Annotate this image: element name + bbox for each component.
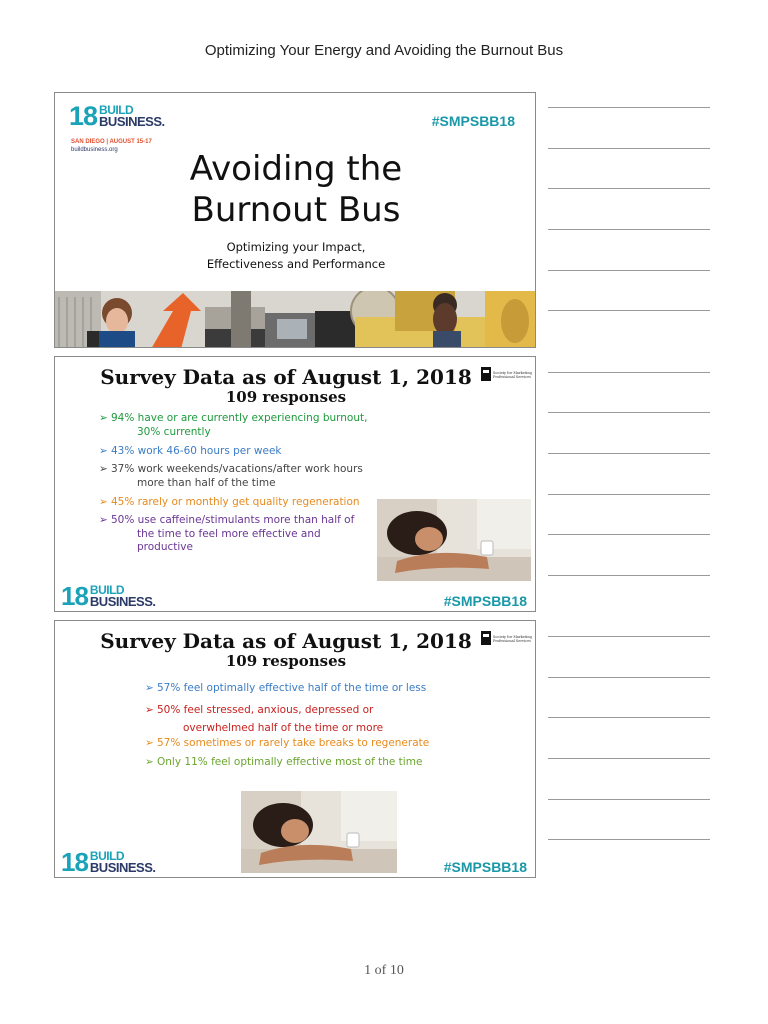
- slide-tagline: Optimizing your Impact, Effectiveness and Performance: [206, 240, 386, 271]
- note-line: [548, 188, 710, 189]
- arrow-bullet-icon: ➢: [99, 514, 108, 526]
- bullet-item: ➢ 50% feel stressed, anxious, depressed or overwhelmed half of the time or more: [145, 701, 383, 737]
- bullet-item: ➢ 57% feel optimally effective half of the time or less: [145, 682, 427, 694]
- tired-woman-photo: [377, 499, 531, 581]
- note-line: [548, 534, 710, 535]
- build-business-logo: 18 BUILD BUSINESS.: [61, 847, 156, 877]
- photo-collage: [55, 291, 536, 348]
- arrow-bullet-icon: ➢: [145, 682, 154, 694]
- arrow-bullet-icon: ➢: [99, 412, 108, 424]
- responses-count: 109 responses: [225, 388, 347, 406]
- note-line: [548, 717, 710, 718]
- page-header-title: Optimizing Your Energy and Avoiding the Burnout Bus: [204, 42, 564, 59]
- slide-main-title: Avoiding the Burnout Bus: [189, 149, 403, 230]
- bullet-item: ➢ 37% work weekends/vacations/after work hours more than half of the time: [99, 463, 363, 489]
- note-line: [548, 636, 710, 637]
- bullet-item: ➢ 57% sometimes or rarely take breaks to regenerate: [145, 737, 430, 749]
- slide-survey-1: [54, 356, 536, 612]
- arrow-bullet-icon: ➢: [145, 756, 154, 768]
- hashtag: #SMPSBB18: [431, 113, 515, 129]
- bullet-item: ➢ 45% rarely or monthly get quality regeneration: [99, 496, 360, 508]
- note-line: [548, 372, 710, 373]
- slide-title: Survey Data as of August 1, 2018: [100, 365, 472, 389]
- note-line: [548, 453, 710, 454]
- slide-title: [54, 92, 536, 348]
- arrow-bullet-icon: ➢: [99, 496, 108, 508]
- arrow-bullet-icon: ➢: [145, 737, 154, 749]
- slide-title: Survey Data as of August 1, 2018: [100, 629, 472, 653]
- smps-logo-icon: [481, 367, 491, 381]
- hashtag: #SMPSBB18: [443, 859, 527, 875]
- page-number: 1 of 10: [364, 963, 404, 978]
- note-line: [548, 799, 710, 800]
- smps-logo: Society for Marketing Professional Services: [481, 367, 491, 386]
- logo-subline: SAN DIEGO | AUGUST 15-17: [71, 139, 152, 145]
- tired-woman-photo: [241, 791, 397, 873]
- note-line: [548, 229, 710, 230]
- note-line: [548, 148, 710, 149]
- smps-logo-icon: [481, 631, 491, 645]
- build-business-logo: 18 BUILD BUSINESS.: [61, 581, 156, 611]
- note-line: [548, 575, 710, 576]
- bullet-item: ➢ Only 11% feel optimally effective most of the time: [145, 756, 423, 768]
- note-line: [548, 107, 710, 108]
- note-line: [548, 494, 710, 495]
- note-line: [548, 310, 710, 311]
- note-line: [548, 270, 710, 271]
- note-line: [548, 839, 710, 840]
- note-line: [548, 758, 710, 759]
- hashtag: #SMPSBB18: [443, 593, 527, 609]
- arrow-bullet-icon: ➢: [145, 704, 154, 716]
- slide-survey-2: [54, 620, 536, 878]
- bullet-item: ➢ 94% have or are currently experiencing burnout, 30% currently: [99, 412, 368, 438]
- note-line: [548, 677, 710, 678]
- bullet-item: ➢ 43% work 46-60 hours per week: [99, 445, 282, 457]
- arrow-bullet-icon: ➢: [99, 463, 108, 475]
- arrow-bullet-icon: ➢: [99, 445, 108, 457]
- smps-logo: Society for Marketing Professional Services: [481, 631, 491, 650]
- logo-url: buildbusiness.org: [71, 147, 118, 153]
- responses-count: 109 responses: [225, 652, 347, 670]
- build-business-logo: 18 BUILD BUSINESS.: [69, 101, 165, 131]
- bullet-item: ➢ 50% use caffeine/stimulants more than half of the time to feel more effective and productive: [99, 514, 355, 553]
- note-line: [548, 412, 710, 413]
